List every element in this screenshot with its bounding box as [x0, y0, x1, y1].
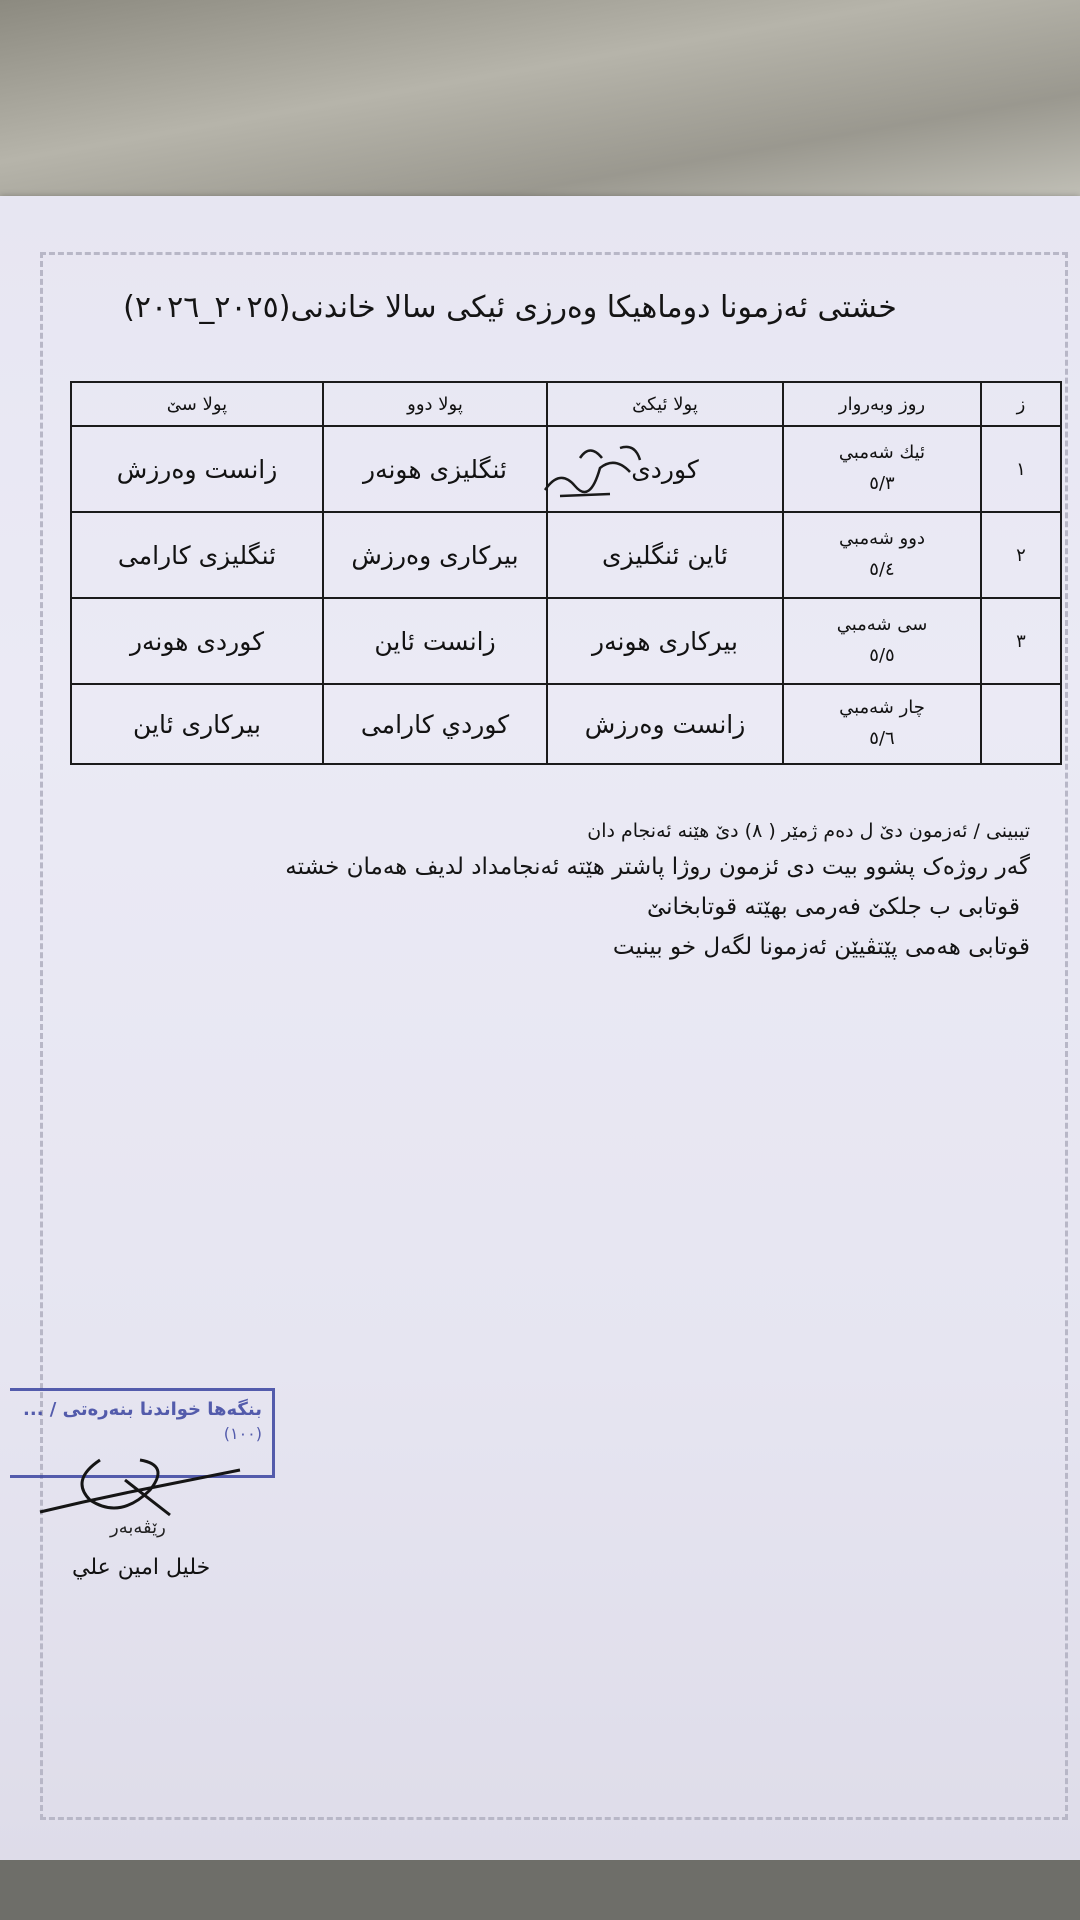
signature-icon [30, 1420, 250, 1530]
class-3-subjects: ئنگليزى كارامى [71, 512, 323, 598]
header-class-2: پولا دوو [323, 382, 547, 426]
day-name: چار شەمبي [839, 697, 925, 719]
row-number [981, 684, 1061, 764]
header-day-date: روز وبەروار [783, 382, 981, 426]
note-heading: تيبينى / ئەزمون دێ ل دەم ژمێر ( ٨) دێ هێنە ئەنجام دان [587, 820, 1030, 842]
table-row [71, 598, 1061, 684]
row-number: ١ [981, 426, 1061, 512]
exam-date: ٥/٥ [869, 645, 895, 666]
class-2-subjects: كوردي كارامى [323, 684, 547, 764]
background-top [0, 0, 1080, 215]
note-line: قوتابى هەمى پێتڤيێن ئەزمونا لگەل خو بينيت [612, 934, 1030, 960]
class-3-subjects: كوردى هونەر [71, 598, 323, 684]
background-bottom [0, 1860, 1080, 1920]
table-row [71, 512, 1061, 598]
class-1-subjects: كوردى [547, 426, 783, 512]
table-row [71, 684, 1061, 764]
stamp-line-2: (١٠٠) [223, 1424, 262, 1443]
day-name: سى شەمبي [836, 614, 928, 636]
class-1-subjects: زانست وەرزش [547, 684, 783, 764]
header-class-3: پولا سێ [71, 382, 323, 426]
handwritten-correction-icon [540, 438, 650, 504]
class-1-subjects: ئاين ئنگليزى [547, 512, 783, 598]
exam-date: ٥/٦ [869, 728, 895, 749]
header-class-1: پولا ئيكێ [547, 382, 783, 426]
row-day-date [783, 598, 981, 684]
exam-date: ٥/٣ [869, 473, 895, 494]
notes-section [230, 820, 1030, 974]
class-2-subjects: زانست ئاين [323, 598, 547, 684]
class-3-subjects: زانست وەرزش [71, 426, 323, 512]
header-number: ز [981, 382, 1061, 426]
row-number: ٢ [981, 512, 1061, 598]
table-header-row [71, 382, 1061, 426]
day-name: دوو شەمبي [839, 528, 925, 550]
class-3-subjects: بيركارى ئاين [71, 684, 323, 764]
signature-name: خليل امين علي [72, 1555, 211, 1580]
class-1-subjects: بيركارى هونەر [547, 598, 783, 684]
row-day-date [783, 684, 981, 764]
class-2-subjects: بيركارى وەرزش [323, 512, 547, 598]
page-title: خشتى ئەزمونا دوماهيكا وەرزى ئيكى سالا خاندنى(٢٠٢٥_٢٠٢٦) [123, 290, 897, 325]
row-day-date [783, 512, 981, 598]
class-2-subjects: ئنگليزى هونەر [323, 426, 547, 512]
signature-role: رێڤەبەر [110, 1517, 166, 1538]
row-number: ٣ [981, 598, 1061, 684]
note-line: گەر روژەک پشوو بيت دى ئزمون روژا پاشتر هێتە ئەنجامداد لديف هەمان خشتە [285, 854, 1030, 880]
day-name: ئيك شەمبي [838, 442, 926, 464]
stamp-line-1: بنگەها خواندنا بنەرەتی / ... [23, 1399, 262, 1420]
row-day-date [783, 426, 981, 512]
exam-date: ٥/٤ [869, 559, 895, 580]
note-line: قوتابى ب جلكێ فەرمى بهێتە قوتابخانێ [646, 894, 1020, 920]
